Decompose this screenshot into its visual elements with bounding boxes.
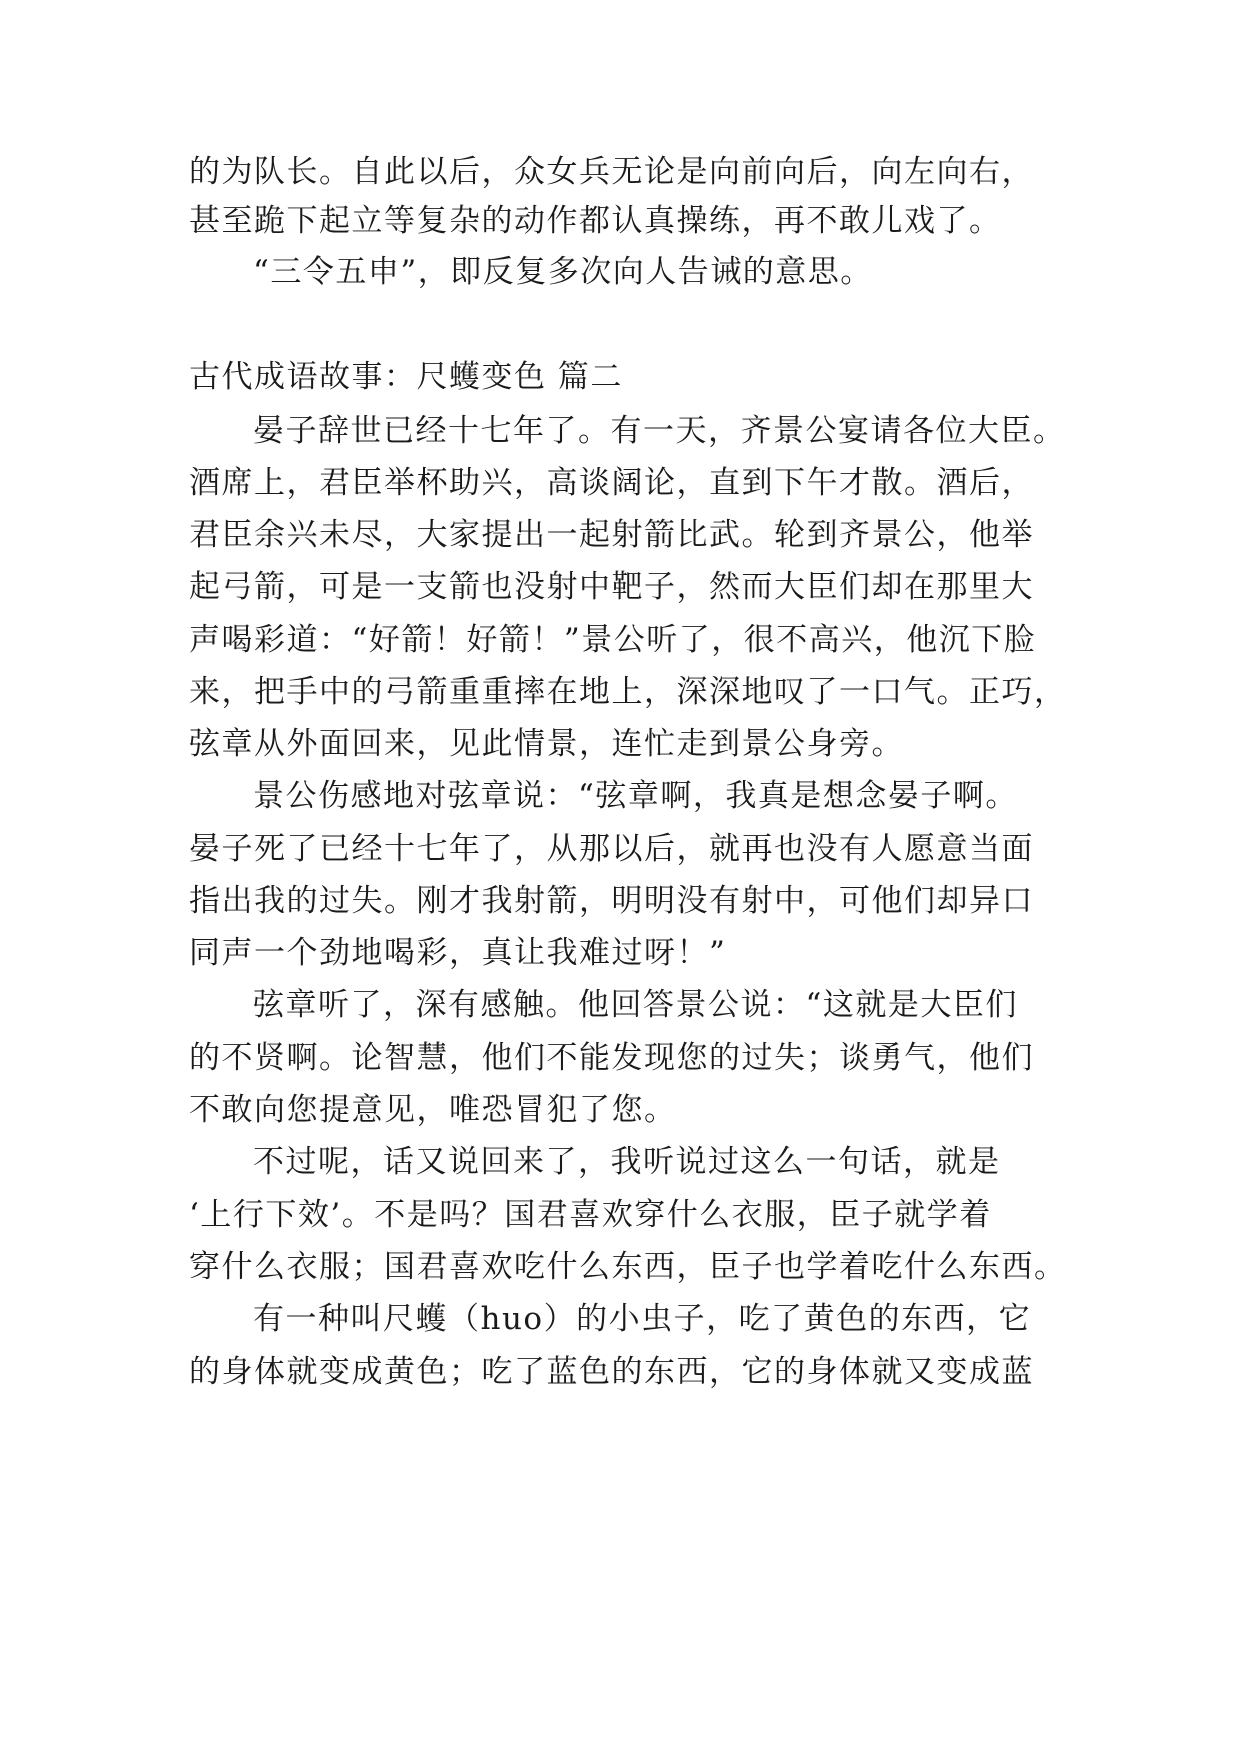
text-line: 来，把手中的弓箭重重摔在地上，深深地叹了一口气。正巧， xyxy=(189,674,1067,710)
text-line: 起弓箭，可是一支箭也没射中靶子，然而大臣们却在那里大 xyxy=(189,569,1034,605)
text-line: 的为队长。自此以后，众女兵无论是向前向后，向左向右， xyxy=(189,154,1034,190)
text-line: 君臣余兴未尽，大家提出一起射箭比武。轮到齐景公，他举 xyxy=(189,517,1034,553)
text-line: 弦章听了，深有感触。他回答景公说：“这就是大臣们 xyxy=(253,987,1018,1023)
text-line: 不过呢，话又说回来了，我听说过这么一句话，就是 xyxy=(253,1144,1001,1180)
text-line: 晏子死了已经十七年了，从那以后，就再也没有人愿意当面 xyxy=(189,831,1034,867)
text-line: 的身体就变成黄色；吃了蓝色的东西，它的身体就又变成蓝 xyxy=(189,1354,1034,1390)
text-line: “三令五申”，即反复多次向人告诫的意思。 xyxy=(253,254,873,290)
text-line: 弦章从外面回来，见此情景，连忙走到景公身旁。 xyxy=(189,726,904,762)
text-line: 景公伤感地对弦章说：“弦章啊，我真是想念晏子啊。 xyxy=(253,778,1018,814)
text-line: ‘上行下效’。不是吗？国君喜欢穿什么衣服，臣子就学着 xyxy=(189,1197,992,1233)
text-line: 的不贤啊。论智慧，他们不能发现您的过失；谈勇气，他们 xyxy=(189,1040,1034,1076)
text-line: 有一种叫尺蠖（huo）的小虫子，吃了黄色的东西，它 xyxy=(253,1301,1032,1337)
text-line: 甚至跪下起立等复杂的动作都认真操练，再不敢儿戏了。 xyxy=(189,203,1002,239)
text-line: 穿什么衣服；国君喜欢吃什么东西，臣子也学着吃什么东西。 xyxy=(189,1249,1067,1285)
text-line: 酒席上，君臣举杯助兴，高谈阔论，直到下午才散。酒后， xyxy=(189,465,1034,501)
section-heading: 古代成语故事：尺蠖变色 篇二 xyxy=(189,359,623,395)
text-line: 声喝彩道：“好箭！好箭！”景公听了，很不高兴，他沉下脸 xyxy=(189,622,1037,658)
text-line: 不敢向您提意见，唯恐冒犯了您。 xyxy=(189,1092,677,1128)
text-line: 指出我的过失。刚才我射箭，明明没有射中，可他们却异口 xyxy=(189,883,1034,919)
text-line: 晏子辞世已经十七年了。有一天，齐景公宴请各位大臣。 xyxy=(253,413,1066,449)
text-line: 同声一个劲地喝彩，真让我难过呀！” xyxy=(189,935,727,971)
